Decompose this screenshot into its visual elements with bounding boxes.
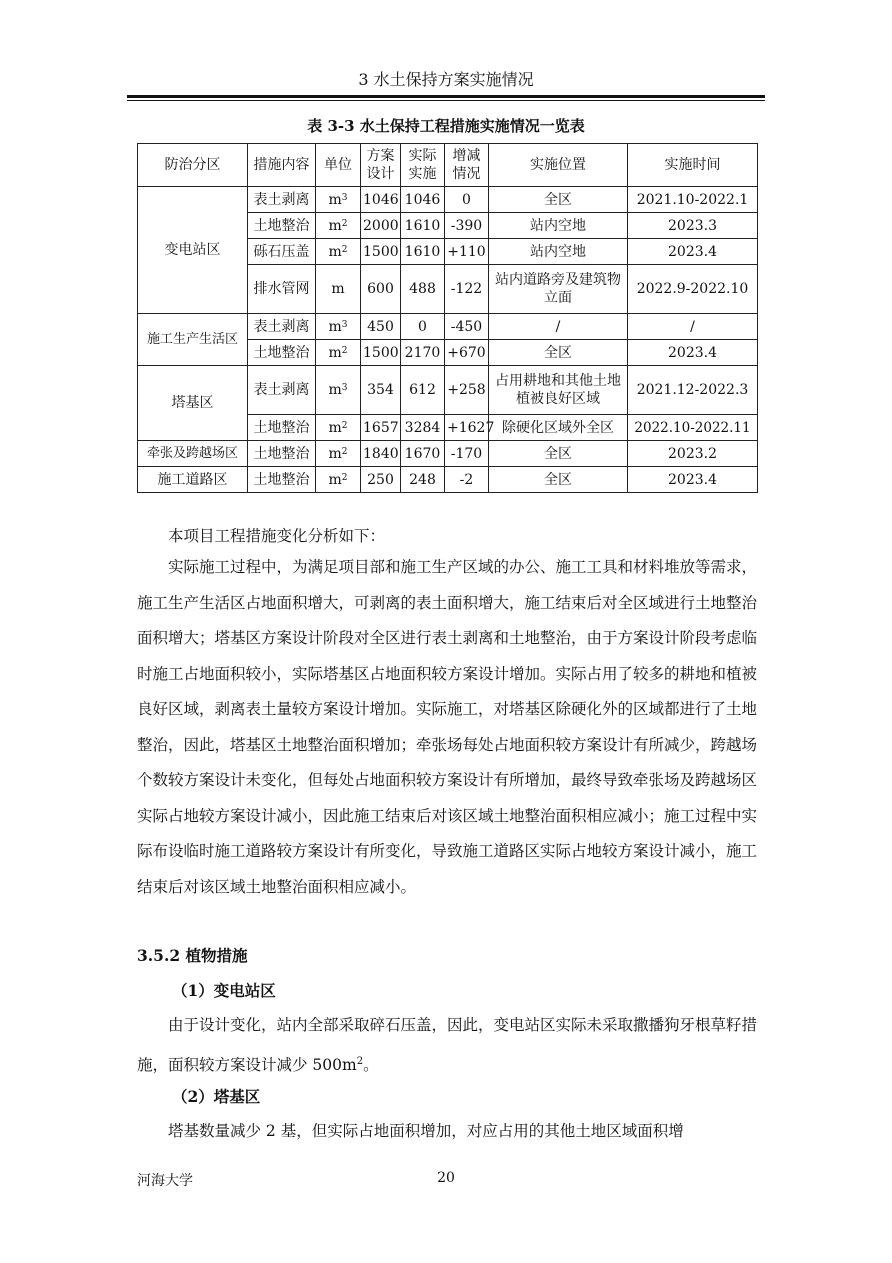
change-cell: 0 bbox=[445, 187, 489, 213]
header-rule-thin bbox=[127, 100, 765, 101]
location-cell: 占用耕地和其他土地植被良好区域 bbox=[489, 366, 628, 415]
actual-cell: 1610 bbox=[401, 213, 445, 239]
table-row bbox=[138, 366, 758, 415]
unit-cell bbox=[316, 187, 361, 213]
unit-cell bbox=[316, 415, 361, 441]
unit-base: m bbox=[328, 318, 342, 335]
change-cell: +258 bbox=[445, 366, 489, 415]
substation-paragraph bbox=[137, 1008, 757, 1083]
subsection-heading-2: （2）塔基区 bbox=[172, 1087, 261, 1106]
location-cell: / bbox=[489, 314, 628, 340]
unit-exponent: 2 bbox=[341, 345, 348, 356]
table-header-row bbox=[138, 144, 758, 187]
location-cell: 全区 bbox=[489, 441, 628, 467]
actual-cell: 1610 bbox=[401, 239, 445, 265]
zone-cell: 变电站区 bbox=[138, 187, 248, 314]
section-heading: 3.5.2 植物措施 bbox=[137, 946, 248, 965]
table-row bbox=[138, 187, 758, 213]
measure-cell: 表土剥离 bbox=[248, 314, 316, 340]
location-cell: 站内空地 bbox=[489, 213, 628, 239]
time-cell: 2023.4 bbox=[628, 239, 758, 265]
zone-cell: 施工生产生活区 bbox=[138, 314, 248, 366]
change-cell: +1627 bbox=[445, 415, 489, 441]
unit-base: m bbox=[328, 344, 342, 361]
measure-cell: 土地整治 bbox=[248, 441, 316, 467]
subsection-heading-1: （1）变电站区 bbox=[172, 981, 276, 1000]
zone-cell: 塔基区 bbox=[138, 366, 248, 441]
location-cell: 除硬化区域外全区 bbox=[489, 415, 628, 441]
location-cell: 站内道路旁及建筑物立面 bbox=[489, 265, 628, 314]
measure-cell: 表土剥离 bbox=[248, 187, 316, 213]
design-cell: 250 bbox=[361, 467, 401, 493]
design-cell: 1500 bbox=[361, 340, 401, 366]
measure-cell: 砾石压盖 bbox=[248, 239, 316, 265]
col-header-location: 实施位置 bbox=[489, 144, 628, 187]
change-cell: -170 bbox=[445, 441, 489, 467]
col-header-unit: 单位 bbox=[316, 144, 361, 187]
unit-cell bbox=[316, 340, 361, 366]
time-cell: 2022.10-2022.11 bbox=[628, 415, 758, 441]
header-rule-thick bbox=[127, 95, 765, 98]
time-cell: 2022.9-2022.10 bbox=[628, 265, 758, 314]
unit-base: m bbox=[328, 471, 342, 488]
location-cell: 全区 bbox=[489, 467, 628, 493]
page-number: 20 bbox=[437, 1170, 455, 1186]
time-cell: / bbox=[628, 314, 758, 340]
table-row bbox=[138, 314, 758, 340]
unit-cell bbox=[316, 314, 361, 340]
unit-base: m bbox=[328, 419, 342, 436]
col-header-design: 方案设计 bbox=[361, 144, 401, 187]
design-cell: 354 bbox=[361, 366, 401, 415]
design-cell: 2000 bbox=[361, 213, 401, 239]
design-cell: 450 bbox=[361, 314, 401, 340]
unit-base: m bbox=[328, 217, 342, 234]
actual-cell: 248 bbox=[401, 467, 445, 493]
table-caption: 表 3-3 水土保持工程措施实施情况一览表 bbox=[307, 117, 585, 135]
unit-cell bbox=[316, 467, 361, 493]
unit-exponent: 3 bbox=[341, 319, 348, 330]
measure-cell: 土地整治 bbox=[248, 340, 316, 366]
unit-exponent: 3 bbox=[341, 383, 348, 393]
unit-base: m bbox=[328, 191, 342, 208]
unit-base: m bbox=[328, 382, 342, 398]
unit-cell bbox=[316, 441, 361, 467]
unit-cell bbox=[316, 213, 361, 239]
actual-cell: 0 bbox=[401, 314, 445, 340]
unit-base: m bbox=[328, 445, 342, 462]
unit-cell bbox=[316, 366, 361, 415]
col-header-zone: 防治分区 bbox=[138, 144, 248, 187]
engineering-measures-table bbox=[137, 143, 758, 493]
measure-cell: 土地整治 bbox=[248, 213, 316, 239]
unit-cell bbox=[316, 265, 361, 314]
area-exponent: 2 bbox=[356, 1055, 364, 1067]
actual-cell: 1670 bbox=[401, 441, 445, 467]
zone-cell: 施工道路区 bbox=[138, 467, 248, 493]
measure-cell: 土地整治 bbox=[248, 467, 316, 493]
time-cell: 2023.2 bbox=[628, 441, 758, 467]
actual-cell: 488 bbox=[401, 265, 445, 314]
unit-exponent: 2 bbox=[341, 244, 348, 255]
col-header-actual: 实际实施 bbox=[401, 144, 445, 187]
unit-exponent: 2 bbox=[341, 218, 348, 229]
change-cell: +670 bbox=[445, 340, 489, 366]
unit-base: m bbox=[331, 281, 345, 297]
analysis-paragraph: 实际施工过程中，为满足项目部和施工生产区域的办公、施工工具和材料堆放等需求，施工生产生活区占地面积增大，可剥离的表土面积增大，施工结束后对全区域进行土地整治面积增大；塔基区方案设计阶段对全区进行表土剥离和土地整治，由于方案设计阶段考虑临时施工占地面积较小，实际塔基区占地面积较方案设计增加。实际占用了较多的耕地和植被良好区域，剥离表土量较方案设计增加。实际施工，对塔基区除硬化外的区域都进行了土地整治，因此，塔基区土地整治面积增加；牵张场每处占地面积较方案设计有所减少，跨越场个数较方案设计未变化，但每处占地面积较方案设计有所增加，最终导致牵张场及跨越场区实际占地较方案设计减小，因此施工结束后对该区域土地整治面积相应减小；施工过程中实际布设临时施工道路较方案设计有所变化，导致施工道路区实际占地较方案设计减小，施工结束后对该区域土地整治面积相应减小。 bbox=[137, 558, 758, 896]
design-cell: 1046 bbox=[361, 187, 401, 213]
time-cell: 2023.4 bbox=[628, 340, 758, 366]
unit-exponent: 2 bbox=[341, 472, 348, 483]
col-header-time: 实施时间 bbox=[628, 144, 758, 187]
design-cell: 1657 bbox=[361, 415, 401, 441]
change-cell: -2 bbox=[445, 467, 489, 493]
chapter-header: 3 水土保持方案实施情况 bbox=[358, 70, 534, 89]
time-cell: 2023.4 bbox=[628, 467, 758, 493]
design-cell: 1500 bbox=[361, 239, 401, 265]
unit-cell bbox=[316, 239, 361, 265]
time-cell: 2023.3 bbox=[628, 213, 758, 239]
col-header-measure: 措施内容 bbox=[248, 144, 316, 187]
unit-base: m bbox=[328, 243, 342, 260]
change-cell: -390 bbox=[445, 213, 489, 239]
substation-text: 由于设计变化，站内全部采取碎石压盖，因此，变电站区实际未采取撒播狗牙根草籽措施，面积较方案设计减少 500m bbox=[137, 1016, 758, 1074]
measure-cell: 土地整治 bbox=[248, 415, 316, 441]
actual-cell: 1046 bbox=[401, 187, 445, 213]
intro-paragraph: 本项目工程措施变化分析如下： bbox=[168, 527, 386, 545]
measure-cell: 表土剥离 bbox=[248, 366, 316, 415]
tower-paragraph: 塔基数量减少 2 基，但实际占地面积增加，对应占用的其他土地区域面积增 bbox=[168, 1122, 684, 1140]
table-row bbox=[138, 441, 758, 467]
location-cell: 全区 bbox=[489, 340, 628, 366]
location-cell: 站内空地 bbox=[489, 239, 628, 265]
actual-cell: 612 bbox=[401, 366, 445, 415]
unit-exponent: 2 bbox=[341, 446, 348, 457]
actual-cell: 2170 bbox=[401, 340, 445, 366]
unit-exponent: 2 bbox=[341, 420, 348, 431]
change-cell: -122 bbox=[445, 265, 489, 314]
location-cell: 全区 bbox=[489, 187, 628, 213]
substation-text-end: 。 bbox=[363, 1055, 379, 1074]
change-cell: +110 bbox=[445, 239, 489, 265]
change-cell: -450 bbox=[445, 314, 489, 340]
table-row bbox=[138, 467, 758, 493]
measure-cell: 排水管网 bbox=[248, 265, 316, 314]
zone-cell: 牵张及跨越场区 bbox=[138, 441, 248, 467]
unit-exponent: 3 bbox=[341, 192, 348, 203]
design-cell: 600 bbox=[361, 265, 401, 314]
actual-cell: 3284 bbox=[401, 415, 445, 441]
design-cell: 1840 bbox=[361, 441, 401, 467]
time-cell: 2021.10-2022.1 bbox=[628, 187, 758, 213]
footer-institution: 河海大学 bbox=[137, 1173, 193, 1189]
time-cell: 2021.12-2022.3 bbox=[628, 366, 758, 415]
col-header-change: 增减情况 bbox=[445, 144, 489, 187]
